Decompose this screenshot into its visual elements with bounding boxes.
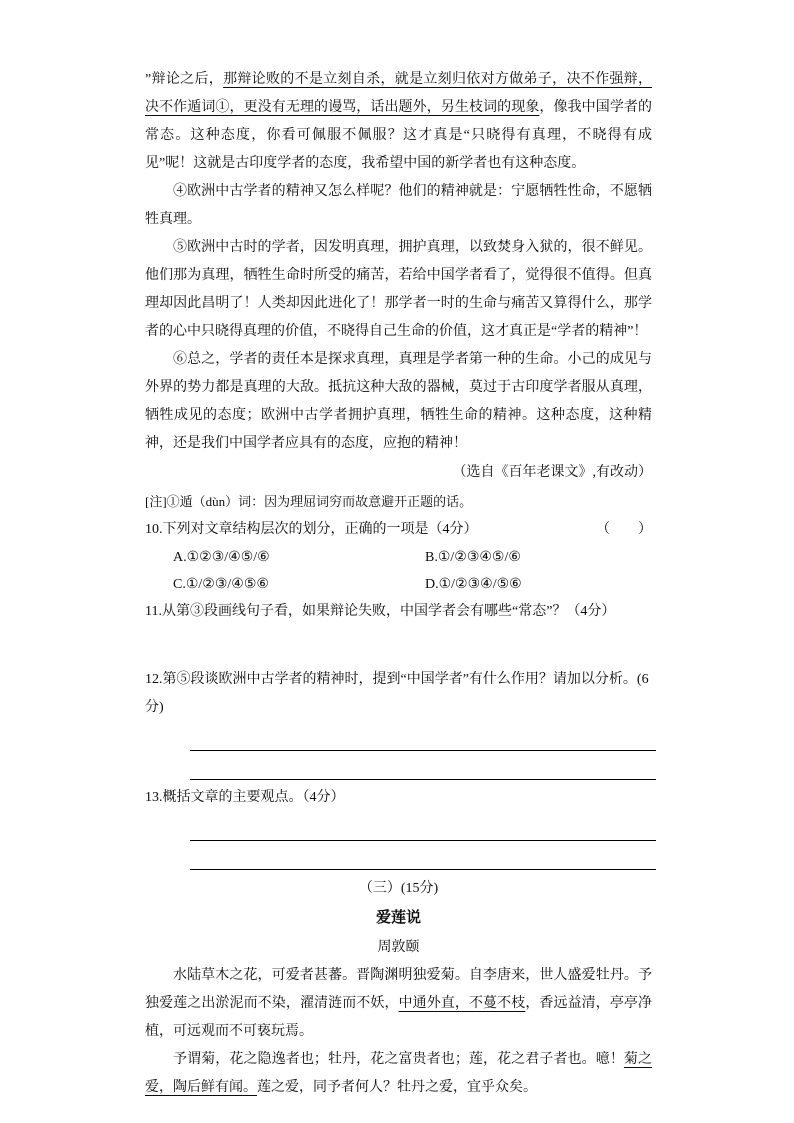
paragraph xyxy=(145,346,652,458)
question-10-answer-bracket: （ ） xyxy=(596,522,652,537)
answer-line xyxy=(190,751,656,780)
question-12 xyxy=(145,666,652,780)
paragraph xyxy=(145,234,652,346)
question-12-stem: 12.第⑤段谈欧洲中古学者的精神时，提到“中国学者”有什么作用？请加以分析。(6分) xyxy=(145,672,649,715)
underlined-text: 那辩论败的不是立刻自杀，就是立刻归依对方做弟子，决不作强辩，决不作遁词①，更没有无理的谩骂，话出题外，另生枝词的现象 xyxy=(145,72,652,115)
passage-ailianshuo xyxy=(145,962,652,1102)
text-run: ④欧洲中古学者的精神又怎么样呢？他们的精神就是：宁愿牺牲性命，不愿牺牲真理。 xyxy=(145,184,652,227)
choice-option-C: C.①/②③/④⑤⑥ xyxy=(173,577,269,592)
passage-scholar-spirit xyxy=(145,66,652,458)
text-run: 予谓菊，花之隐逸者也；牡丹，花之富贵者也；莲，花之君子者也。噫！ xyxy=(173,1052,624,1067)
section-3-heading: （三）(15分) xyxy=(358,881,439,896)
question-11-stem: 11.从第③段画线句子看，如果辩论失败，中国学者会有哪些“常态”？（4分） xyxy=(145,604,616,619)
underlined-text: 中通外直，不蔓不枝 xyxy=(398,996,526,1011)
answer-space xyxy=(145,626,652,662)
question-13-answer-area xyxy=(145,812,652,870)
question-13-stem: 13.概括文章的主要观点。（4分） xyxy=(145,790,345,805)
passage-attribution: （选自《百年老课文》,有改动） xyxy=(452,465,652,480)
choice-option-B: B.①/②③④⑤/⑥ xyxy=(425,550,521,565)
choice-option-A: A.①②③/④⑤/⑥ xyxy=(173,550,270,565)
question-11 xyxy=(145,598,652,662)
paragraph xyxy=(145,178,652,234)
question-12-answer-area xyxy=(145,722,652,780)
text-run: 莲之爱，同予者何人？牡丹之爱，宜乎众矣。 xyxy=(257,1080,537,1095)
text-run: 水陆草木之花，可爱者甚蕃。晋陶渊明独爱菊。自李唐来，世人盛爱牡丹。予独爱莲之出淤泥而不染，濯清涟而不妖， xyxy=(145,968,652,1011)
answer-line xyxy=(190,841,656,870)
answer-line xyxy=(190,722,656,751)
paragraph xyxy=(145,1046,652,1102)
choice-option-D: D.①/②③④/⑤⑥ xyxy=(425,577,522,592)
paragraph xyxy=(145,66,652,178)
footnote: [注]①遁（dùn）词：因为理屈词穷而故意避开正题的话。 xyxy=(145,494,473,509)
text-run: ，香远益清，亭亭净植，可远观而不可亵玩焉。 xyxy=(145,996,653,1039)
paragraph xyxy=(145,962,652,1046)
passage-author: 周敦颐 xyxy=(377,940,420,955)
question-10-stem: 10.下列对文章结构层次的划分，正确的一项是（4分） xyxy=(145,522,478,537)
text-run: ，像我中国学者的常态。这种态度，你看可佩服不佩服？这才真是“只晓得有真理，不晓得有成见”呢！这就是古印度学者的态度，我希望中国的新学者也有这种态度。 xyxy=(145,100,653,171)
question-10-options xyxy=(145,544,652,598)
underlined-text: 菊之爱，陶后鲜有闻。 xyxy=(145,1052,653,1095)
passage-title: 爱莲说 xyxy=(375,910,421,926)
text-run: ⑥总之，学者的责任本是探求真理，真理是学者第一种的生命。小己的成见与外界的势力都是真理的大敌。抵抗这种大敌的器械，莫过于古印度学者服从真理，牺牲成见的态度；欧洲中古学者拥护真理，牺牲生命的精神。这种态度，这种精神，还是我们中国学者应具有的态度，应抱的精神！ xyxy=(145,352,652,451)
text-run: ”辩论之后， xyxy=(145,72,224,87)
text-run: ⑤欧洲中古时的学者，因发明真理，拥护真理，以致焚身入狱的，很不鲜见。他们那为真理，牺牲生命时所受的痛苦，若给中国学者看了，觉得很不值得。但真理却因此昌明了！人类却因此进化了！那学者一时的生命与痛苦又算得什么，那学者的心中只晓得真理的价值，不晓得自己生命的价值，这才真正是“学者的精神”！ xyxy=(145,240,652,339)
question-10 xyxy=(145,516,652,598)
question-13 xyxy=(145,784,652,870)
answer-line xyxy=(190,812,656,841)
